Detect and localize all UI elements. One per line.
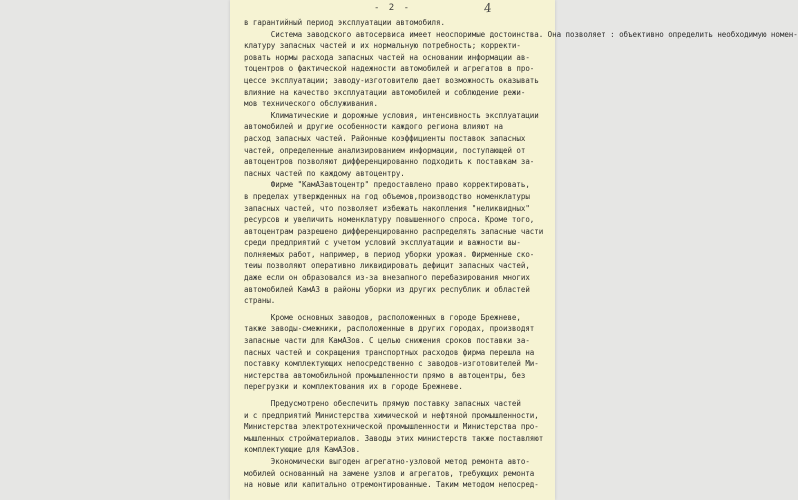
text-line: мышленных стройматериалов. Заводы этих министерств также поставляют (244, 433, 544, 443)
text-line: автоцентров позволяют дифференцированно подходить к поставкам за- (244, 157, 535, 167)
document-body (244, 17, 798, 491)
text-line: запасные части для КамАЗов. С целью снижения сроков поставки за- (244, 336, 530, 346)
paragraph (244, 17, 564, 29)
text-line: автоцентрам разрешено дифференцированно распределять запасные части (244, 226, 544, 236)
text-line: автомобилей КамАЗ в районы уборки из других республик и областей (244, 284, 530, 294)
text-line: перегрузки и комплектования их в городе Брежневе. (244, 382, 463, 392)
text-line: мобилей основанный на замене узлов и агрегатов, требующих ремонта (244, 468, 535, 478)
text-line: расход запасных частей. Районные коэффициенты поставок запасных (244, 133, 526, 143)
text-line: ровать нормы расхода запасных частей на основании информации ав- (244, 52, 530, 62)
text-line: также заводы-смежники, расположенные в других городах, производят (244, 324, 535, 334)
text-line: запасных частей, что позволяет избежать накопления "неликвидных" (244, 203, 530, 213)
text-line: клатуру запасных частей и их нормальную потребность; корректи- (244, 41, 521, 51)
text-line: среди предприятий с учетом условий эксплуатации и важности вы- (244, 238, 521, 248)
text-line: тоцентров о фактической надежности автомобилей и агрегатов в про- (244, 64, 535, 74)
text-line: Предусмотрено обеспечить прямую поставку запасных частей (244, 399, 521, 408)
page-number: - 2 - (373, 3, 412, 13)
text-line: Кроме основных заводов, расположенных в городе Брежневе, (244, 312, 521, 322)
text-line: автомобилей и другие особенности каждого региона влияют на (244, 122, 503, 132)
text-line: Фирме "КамАЗавтоцентр" предоставлено право корректировать, (244, 180, 530, 190)
paragraph (244, 179, 564, 307)
text-line: цессе эксплуатации; заводу-изготовителю дает возможность оказывать (244, 75, 539, 85)
text-line: в гарантийный период эксплуатации автомобиля. (244, 18, 445, 27)
text-line: и с предприятий Министерства химической и нефтяной промышленности, (244, 410, 539, 420)
text-line: влияние на качество эксплуатации автомобилей и соблюдение режи- (244, 87, 526, 97)
handwritten-mark: 4 (483, 0, 493, 16)
text-line: нистерства автомобильной промышленности прямо в автоцентры, без (244, 370, 526, 380)
text-line: пасных частей и сокращения транспортных расходов фирма перешла на (244, 347, 535, 357)
text-line: на новые или капитально отремонтированные. Таким методом непосред- (244, 480, 539, 490)
text-line: в пределах утвержденных на год объемов,производство номенклатуры (244, 191, 530, 201)
text-line: поставку комплектующих непосредственно с заводов-изготовителей Ми- (244, 359, 539, 369)
paragraph (244, 312, 564, 393)
text-line: Климатические и дорожные условия, интенсивность эксплуатации (244, 110, 539, 120)
text-line: Система заводского автосервиса имеет неоспоримые достоинства. Она позволяет : объективно определить необходимую номен- (244, 29, 798, 39)
text-line: полняемых работ, например, в период уборки урожая. Фирменные ско- (244, 249, 535, 259)
text-line: теиы позволяют оперативно ликвидировать дефицит запасных частей, (244, 261, 530, 271)
text-line: пасных частей по каждому автоцентру. (244, 168, 405, 178)
text-line: Экономически выгоден агрегатно-узловой метод ремонта авто- (244, 456, 530, 466)
text-line: даже если он образовался из-за внезапного перебазирования многих (244, 273, 530, 283)
text-line: мов технического обслуживания. (244, 99, 378, 109)
text-line: страны. (244, 296, 276, 306)
text-line: ресурсов и увеличить номенклатуру повышенного спроса. Кроме того, (244, 215, 535, 225)
paragraph (244, 456, 564, 491)
paragraph (244, 29, 798, 110)
paragraph (244, 110, 564, 180)
paragraph (244, 398, 564, 456)
text-line: Министерства электротехнической промышленности и Министерства про- (244, 422, 539, 432)
document-page (230, 0, 798, 500)
text-line: частей, определенные анализированием информации, поступающей от (244, 145, 526, 155)
text-line: комплектующие для КамАЗов. (244, 445, 361, 455)
